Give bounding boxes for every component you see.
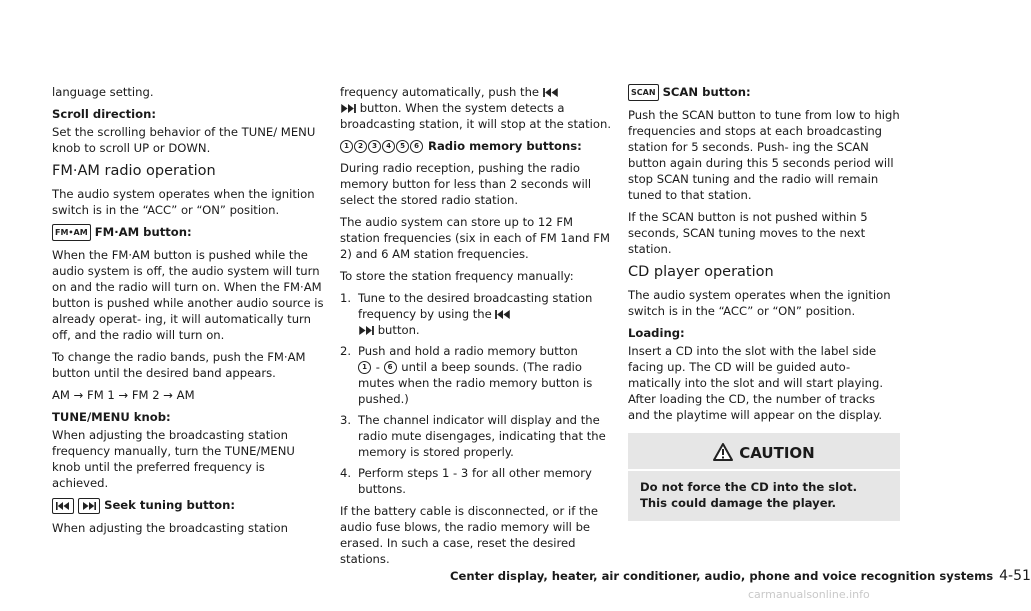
paragraph-language: language setting. bbox=[52, 85, 154, 99]
list-item bbox=[340, 343, 612, 407]
column-left bbox=[52, 84, 324, 542]
section-title-cd: CD player operation bbox=[628, 264, 774, 280]
memory-6-icon: 6 bbox=[384, 361, 397, 374]
paragraph-scan: Push the SCAN button to tune from low to high frequencies and stops at each broadcasting station for 5 seconds. Push- ing the SCAN button again during this 5 seconds period will stop SCAN tuning and the radio will remain tuned to that station. bbox=[628, 108, 900, 202]
paragraph-change-bands: To change the radio bands, push the FM·AM button until the desired band appears. bbox=[52, 350, 306, 380]
paragraph-loading: Insert a CD into the slot with the label side facing up. The CD will be guided auto- matically into the slot and will start playing. After loading the CD, the number of tracks and the playtime will appear on the display. bbox=[628, 344, 884, 422]
step-dash: - bbox=[375, 360, 380, 374]
seek-forward-icon bbox=[340, 104, 356, 113]
step-number: 1. bbox=[340, 291, 352, 305]
warning-icon bbox=[713, 443, 733, 461]
paragraph-scroll-direction: Set the scrolling behavior of the TUNE/ MENU knob to scroll UP or DOWN. bbox=[52, 125, 316, 155]
step-text: Perform steps 1 - 3 for all other memory buttons. bbox=[358, 466, 592, 496]
heading-seek-label: Seek tuning button: bbox=[104, 498, 236, 512]
step-text: Tune to the desired broadcasting station frequency by using the bbox=[358, 291, 593, 321]
heading-scroll-direction: Scroll direction: bbox=[52, 107, 156, 121]
paragraph-seek: When adjusting the broadcasting station bbox=[52, 520, 288, 535]
heading-fmam-button-label: FM·AM button: bbox=[94, 225, 192, 239]
caution-title: CAUTION bbox=[739, 444, 815, 462]
memory-1-icon: 1 bbox=[358, 361, 371, 374]
paragraph-band-sequence: AM → FM 1 → FM 2 → AM bbox=[52, 388, 195, 402]
seek-back-icon bbox=[495, 310, 511, 319]
heading-memory-buttons bbox=[340, 138, 612, 154]
seek-forward-icon bbox=[78, 498, 100, 514]
heading-fmam-button bbox=[52, 224, 324, 241]
memory-6-icon: 6 bbox=[410, 140, 423, 153]
footer-chapter: Center display, heater, air conditioner, audio, phone and voice recognition systems bbox=[450, 569, 994, 583]
paragraph-store-capacity: The audio system can store up to 12 FM station frequencies (six in each of FM 1and FM 2) and 6 AM station frequencies. bbox=[340, 215, 610, 261]
caution-text: Do not force the CD into the slot. This could damage the player. bbox=[640, 480, 858, 510]
list-item bbox=[340, 290, 612, 338]
memory-3-icon: 3 bbox=[368, 140, 381, 153]
paragraph-cd-operation: The audio system operates when the ignition switch is in the “ACC” or “ON” position. bbox=[628, 288, 891, 318]
paragraph-fmam-button: When the FM·AM button is pushed while the audio system is off, the audio system will turn on and the radio will turn on. When the FM·AM button is pushed while another audio source is already operat- ing, it will automatically turn off, and the radio will turn on. bbox=[52, 248, 324, 342]
memory-4-icon: 4 bbox=[382, 140, 395, 153]
paragraph-battery: If the battery cable is disconnected, or if the audio fuse blows, the radio memory will be erased. In such a case, reset the desired stations. bbox=[340, 504, 598, 566]
step-number: 4. bbox=[340, 466, 352, 480]
column-right bbox=[628, 84, 900, 521]
memory-5-icon: 5 bbox=[396, 140, 409, 153]
heading-scan-label: SCAN button: bbox=[662, 85, 751, 99]
paragraph-seek-continued bbox=[340, 84, 612, 132]
seek-forward-icon bbox=[358, 326, 374, 335]
step-text: Push and hold a radio memory button bbox=[358, 344, 578, 358]
scan-button-icon: SCAN bbox=[628, 84, 659, 101]
paragraph-tune-menu: When adjusting the broadcasting station frequency manually, turn the TUNE/MENU knob until the preferred frequency is achieved. bbox=[52, 428, 295, 490]
watermark: carmanualsonline.info bbox=[748, 588, 870, 601]
list-item bbox=[340, 412, 612, 460]
memory-1-icon: 1 bbox=[340, 140, 353, 153]
step-text: The channel indicator will display and the radio mute disengages, indicating that the memory is stored properly. bbox=[358, 413, 606, 459]
heading-tune-menu: TUNE/MENU knob: bbox=[52, 410, 171, 424]
page-footer bbox=[450, 568, 1031, 584]
seek-back-icon bbox=[52, 498, 74, 514]
paragraph-memory: During radio reception, pushing the radio memory button for less than 2 seconds will select the stored radio station. bbox=[340, 161, 592, 207]
list-item bbox=[340, 465, 612, 497]
seek-continued-text-b: button. When the system detects a broadcasting station, it will stop at the station. bbox=[340, 101, 612, 131]
caution-box bbox=[628, 433, 900, 521]
heading-seek bbox=[52, 497, 324, 514]
page-number: 4-51 bbox=[999, 568, 1031, 584]
heading-loading: Loading: bbox=[628, 326, 685, 340]
paragraph-to-store: To store the station frequency manually: bbox=[340, 269, 574, 283]
step-text: button. bbox=[377, 323, 420, 337]
paragraph-fmam-operation: The audio system operates when the ignition switch is in the “ACC” or “ON” position. bbox=[52, 187, 315, 217]
store-steps-list bbox=[340, 290, 612, 497]
step-number: 2. bbox=[340, 344, 352, 358]
caution-header bbox=[628, 433, 900, 471]
seek-continued-text-a: frequency automatically, push the bbox=[340, 85, 540, 99]
heading-memory-label: Radio memory buttons: bbox=[428, 139, 582, 153]
column-middle bbox=[340, 84, 612, 573]
section-title-fmam: FM·AM radio operation bbox=[52, 163, 216, 179]
step-text: until a beep sounds. (The radio mutes when the radio memory button is pushed.) bbox=[358, 360, 593, 406]
seek-back-icon bbox=[543, 88, 559, 97]
fm-am-button-icon: FM•AM bbox=[52, 224, 91, 241]
heading-scan bbox=[628, 84, 900, 101]
memory-2-icon: 2 bbox=[354, 140, 367, 153]
step-number: 3. bbox=[340, 413, 352, 427]
paragraph-scan-timeout: If the SCAN button is not pushed within 5 seconds, SCAN tuning moves to the next station. bbox=[628, 210, 868, 256]
